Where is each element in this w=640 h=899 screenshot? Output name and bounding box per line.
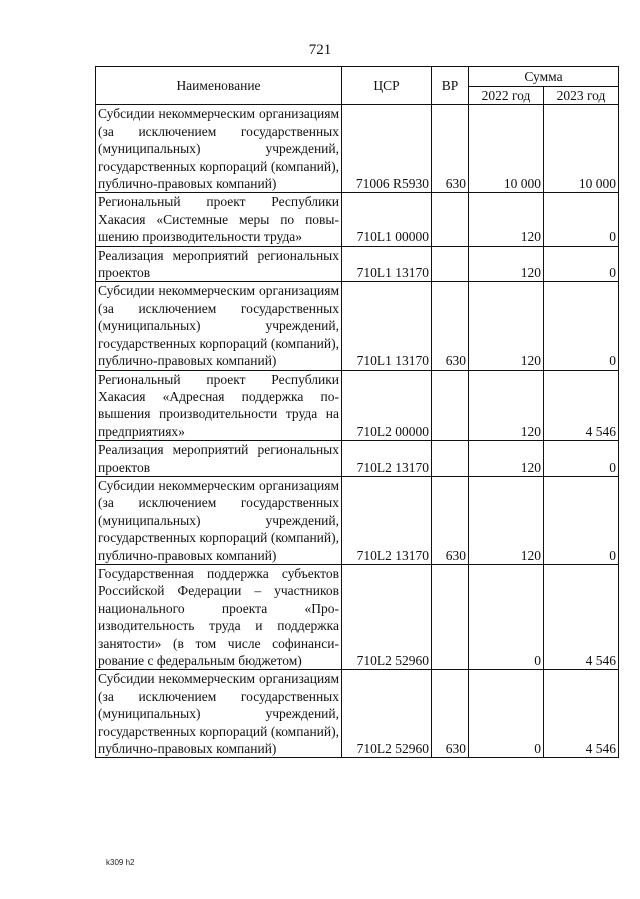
row-vr bbox=[432, 193, 469, 246]
row-csr: 710L1 00000 bbox=[342, 193, 432, 246]
row-sum-2022: 120 bbox=[469, 476, 544, 564]
row-sum-2023: 0 bbox=[544, 282, 619, 370]
table-row bbox=[96, 564, 619, 669]
row-name: Государственная поддержка субъектов Российской Федерации – участников национального проекта «Производительность труда и поддержка занятости» (в том числе софинансирование с федеральным бюджетом) bbox=[96, 564, 342, 669]
row-sum-2022: 10 000 bbox=[469, 105, 544, 193]
row-sum-2022: 120 bbox=[469, 370, 544, 441]
budget-table bbox=[95, 66, 619, 758]
footer-code: k309 h2 bbox=[106, 858, 135, 867]
table-row bbox=[96, 441, 619, 477]
row-csr: 710L1 13170 bbox=[342, 282, 432, 370]
header-csr: ЦСР bbox=[342, 67, 432, 105]
row-name: Региональный проект Республики Хакасия «Системные меры по повышению производительности труда» bbox=[96, 193, 342, 246]
row-vr bbox=[432, 564, 469, 669]
row-sum-2022: 0 bbox=[469, 670, 544, 758]
row-name: Реализация мероприятий региональных проектов bbox=[96, 441, 342, 477]
row-sum-2023: 4 546 bbox=[544, 670, 619, 758]
row-name: Субсидии некоммерческим организациям (за исключением государственных (муниципальных) учреждений, государственных корпораций (компаний), публично-правовых компаний) bbox=[96, 105, 342, 193]
table-row bbox=[96, 193, 619, 246]
header-year-2023: 2023 год bbox=[544, 87, 619, 105]
row-csr: 710L2 52960 bbox=[342, 564, 432, 669]
row-vr: 630 bbox=[432, 476, 469, 564]
row-name: Региональный проект Республики Хакасия «Адресная поддержка повышения производительности труда на предприятиях» bbox=[96, 370, 342, 441]
row-csr: 71006 R5930 bbox=[342, 105, 432, 193]
row-name: Субсидии некоммерческим организациям (за исключением государственных (муниципальных) учреждений, государственных корпораций (компаний), публично-правовых компаний) bbox=[96, 282, 342, 370]
row-vr: 630 bbox=[432, 670, 469, 758]
row-vr bbox=[432, 370, 469, 441]
row-sum-2023: 4 546 bbox=[544, 564, 619, 669]
table-row bbox=[96, 370, 619, 441]
header-name: Наименование bbox=[96, 67, 342, 105]
row-vr bbox=[432, 441, 469, 477]
row-csr: 710L2 52960 bbox=[342, 670, 432, 758]
row-csr: 710L2 13170 bbox=[342, 441, 432, 477]
row-sum-2022: 0 bbox=[469, 564, 544, 669]
row-vr bbox=[432, 246, 469, 282]
row-csr: 710L1 13170 bbox=[342, 246, 432, 282]
header-vr: ВР bbox=[432, 67, 469, 105]
table-body bbox=[96, 105, 619, 758]
row-sum-2022: 120 bbox=[469, 193, 544, 246]
table-row bbox=[96, 282, 619, 370]
row-name: Реализация мероприятий региональных проектов bbox=[96, 246, 342, 282]
header-sum: Сумма bbox=[469, 67, 619, 87]
header-year-2022: 2022 год bbox=[469, 87, 544, 105]
row-sum-2022: 120 bbox=[469, 246, 544, 282]
table-row bbox=[96, 246, 619, 282]
row-vr: 630 bbox=[432, 282, 469, 370]
page-number: 721 bbox=[308, 42, 332, 58]
row-sum-2023: 4 546 bbox=[544, 370, 619, 441]
table-row bbox=[96, 670, 619, 758]
table-row bbox=[96, 476, 619, 564]
table-row bbox=[96, 105, 619, 193]
row-sum-2023: 0 bbox=[544, 441, 619, 477]
row-name: Субсидии некоммерческим организациям (за исключением государственных (муниципальных) учреждений, государственных корпораций (компаний), публично-правовых компаний) bbox=[96, 476, 342, 564]
row-sum-2023: 0 bbox=[544, 193, 619, 246]
row-csr: 710L2 13170 bbox=[342, 476, 432, 564]
row-name: Субсидии некоммерческим организациям (за исключением государственных (муниципальных) учреждений, государственных корпораций (компаний), публично-правовых компаний) bbox=[96, 670, 342, 758]
row-sum-2023: 0 bbox=[544, 246, 619, 282]
row-vr: 630 bbox=[432, 105, 469, 193]
row-sum-2022: 120 bbox=[469, 441, 544, 477]
row-sum-2023: 0 bbox=[544, 476, 619, 564]
row-sum-2023: 10 000 bbox=[544, 105, 619, 193]
row-csr: 710L2 00000 bbox=[342, 370, 432, 441]
row-sum-2022: 120 bbox=[469, 282, 544, 370]
